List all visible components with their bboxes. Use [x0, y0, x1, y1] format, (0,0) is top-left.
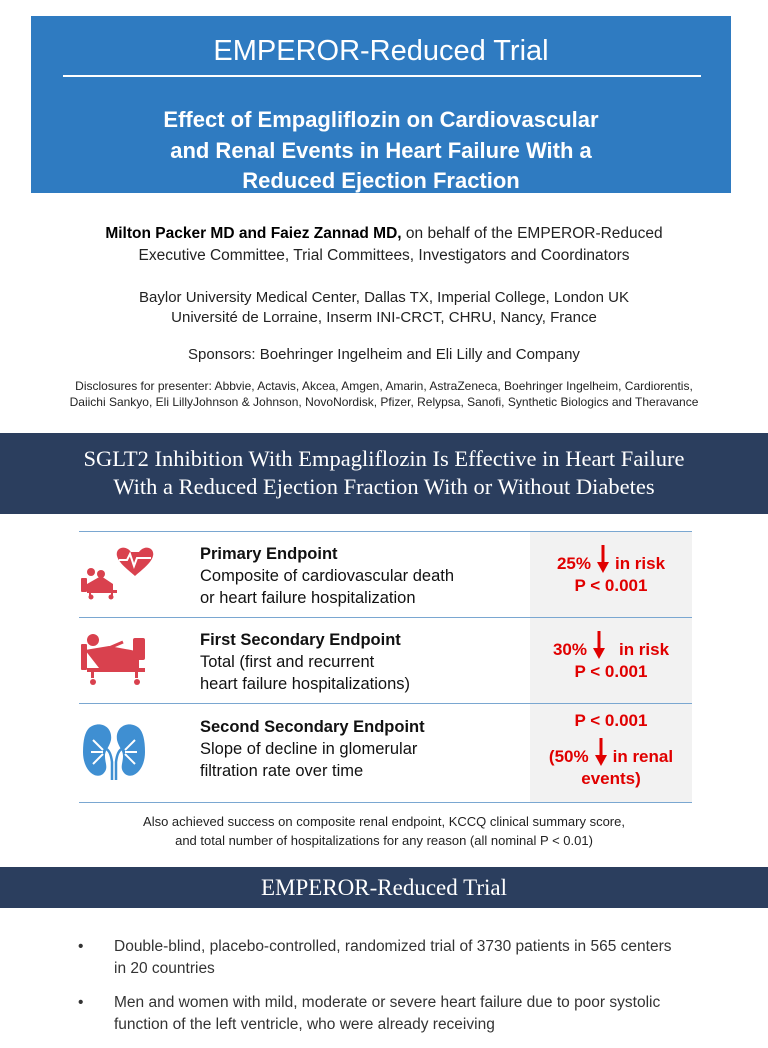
down-arrow-icon: [597, 545, 609, 573]
kidneys-icon: [79, 718, 159, 782]
result-p-value: P < 0.001: [574, 662, 648, 681]
footnote-line: Also achieved success on composite renal endpoint, KCCQ clinical summary score,: [143, 814, 625, 829]
endpoint-desc-line: or heart failure hospitalization: [200, 589, 416, 607]
result-percent: 25%: [556, 554, 591, 573]
endpoint-desc-line: Total (first and recurrent: [200, 653, 375, 671]
authors-on-behalf: on behalf of the EMPEROR-Reduced: [401, 225, 663, 242]
result-suffix: in risk: [614, 554, 666, 573]
down-arrow-icon: [593, 631, 605, 659]
endpoint-result: [530, 704, 692, 802]
sponsors: Sponsors: Boehringer Ingelheim and Eli Lilly and Company: [188, 346, 580, 363]
endpoint-result: [530, 532, 692, 617]
endpoint-title: Primary Endpoint: [200, 545, 338, 563]
authors: [0, 223, 768, 266]
subtitle-line: Reduced Ejection Fraction: [242, 168, 520, 193]
result-risk-line: [530, 631, 692, 661]
banner-line: SGLT2 Inhibition With Empagliflozin Is Effective in Heart Failure: [83, 446, 685, 471]
endpoint-text: [200, 716, 425, 782]
bullet-text: Men and women with mild, moderate or severe heart failure due to poor systolic function of the left ventricle, who were already receiving: [114, 994, 661, 1033]
footnote: [0, 812, 768, 850]
endpoint-title: Second Secondary Endpoint: [200, 718, 425, 736]
author-names: Milton Packer MD and Faiez Zannad MD,: [105, 225, 402, 242]
bullet-text: Double-blind, placebo-controlled, randomized trial of 3730 patients in 565 centers in 20 countries: [114, 938, 672, 977]
result-risk-line: [530, 738, 692, 768]
endpoint-row-primary: [79, 531, 692, 617]
endpoint-desc-line: Composite of cardiovascular death: [200, 567, 455, 585]
endpoint-row-second-secondary: [79, 703, 692, 803]
endpoint-text: [200, 629, 410, 695]
banner-line: With a Reduced Ejection Fraction With or Without Diabetes: [113, 474, 655, 499]
title-box: [31, 16, 731, 193]
section-banner-efficacy: [0, 433, 768, 514]
endpoint-desc-line: heart failure hospitalizations): [200, 675, 411, 693]
disclosures: [0, 379, 768, 410]
result-suffix: in renal: [612, 747, 674, 766]
endpoint-result: [530, 618, 692, 703]
down-arrow-icon: [595, 738, 607, 766]
subtitle: [31, 105, 731, 197]
subtitle-line: and Renal Events in Heart Failure With a: [170, 137, 592, 163]
authors-line-1: [0, 223, 768, 245]
endpoint-title: First Secondary Endpoint: [200, 631, 401, 649]
disclosure-line: Disclosures for presenter: Abbvie, Actavis, Akcea, Amgen, Amarin, AstraZeneca, Boehringer Ingelheim, Cardiorentis,: [75, 379, 693, 393]
result-p-value: P < 0.001: [574, 711, 648, 730]
result-risk-line: [530, 545, 692, 575]
affiliations: [0, 288, 768, 327]
bullet-item: [78, 936, 678, 980]
result-tail: events): [581, 769, 641, 788]
endpoint-row-first-secondary: [79, 617, 692, 703]
result-percent: 30%: [552, 640, 587, 659]
bullet-dot: •: [78, 938, 84, 955]
bullet-list: [78, 936, 678, 1048]
subtitle-line: Effect of Empagliflozin on Cardiovascular: [163, 107, 599, 132]
hospital-bed-icon: [79, 628, 159, 692]
endpoint-desc-line: Slope of decline in glomerular: [200, 740, 418, 758]
result-percent: (50%: [548, 747, 589, 766]
endpoint-desc-line: filtration rate over time: [200, 762, 364, 780]
title-divider: [63, 75, 701, 77]
affiliation-line: Baylor University Medical Center, Dallas TX, Imperial College, London UK: [139, 289, 629, 306]
result-suffix: in risk: [618, 640, 670, 659]
endpoint-text: [200, 543, 454, 609]
bullet-item: [78, 992, 678, 1036]
footnote-line: and total number of hospitalizations for any reason (all nominal P < 0.01): [175, 833, 593, 848]
disclosure-line: Daiichi Sankyo, Eli LillyJohnson & Johnson, NovoNordisk, Pfizer, Relypsa, Sanofi, Synthetic Biologics and Theravance: [69, 394, 699, 409]
hospital-bed-heart-icon: [79, 542, 159, 606]
result-p-value: P < 0.001: [574, 576, 648, 595]
section-banner-trial: EMPEROR-Reduced Trial: [0, 867, 768, 908]
bullet-dot: •: [78, 994, 84, 1011]
main-title: EMPEROR-Reduced Trial: [213, 35, 549, 67]
affiliation-line: Université de Lorraine, Inserm INI-CRCT, CHRU, Nancy, France: [171, 308, 597, 326]
authors-line-2: Executive Committee, Trial Committees, Investigators and Coordinators: [138, 246, 630, 264]
